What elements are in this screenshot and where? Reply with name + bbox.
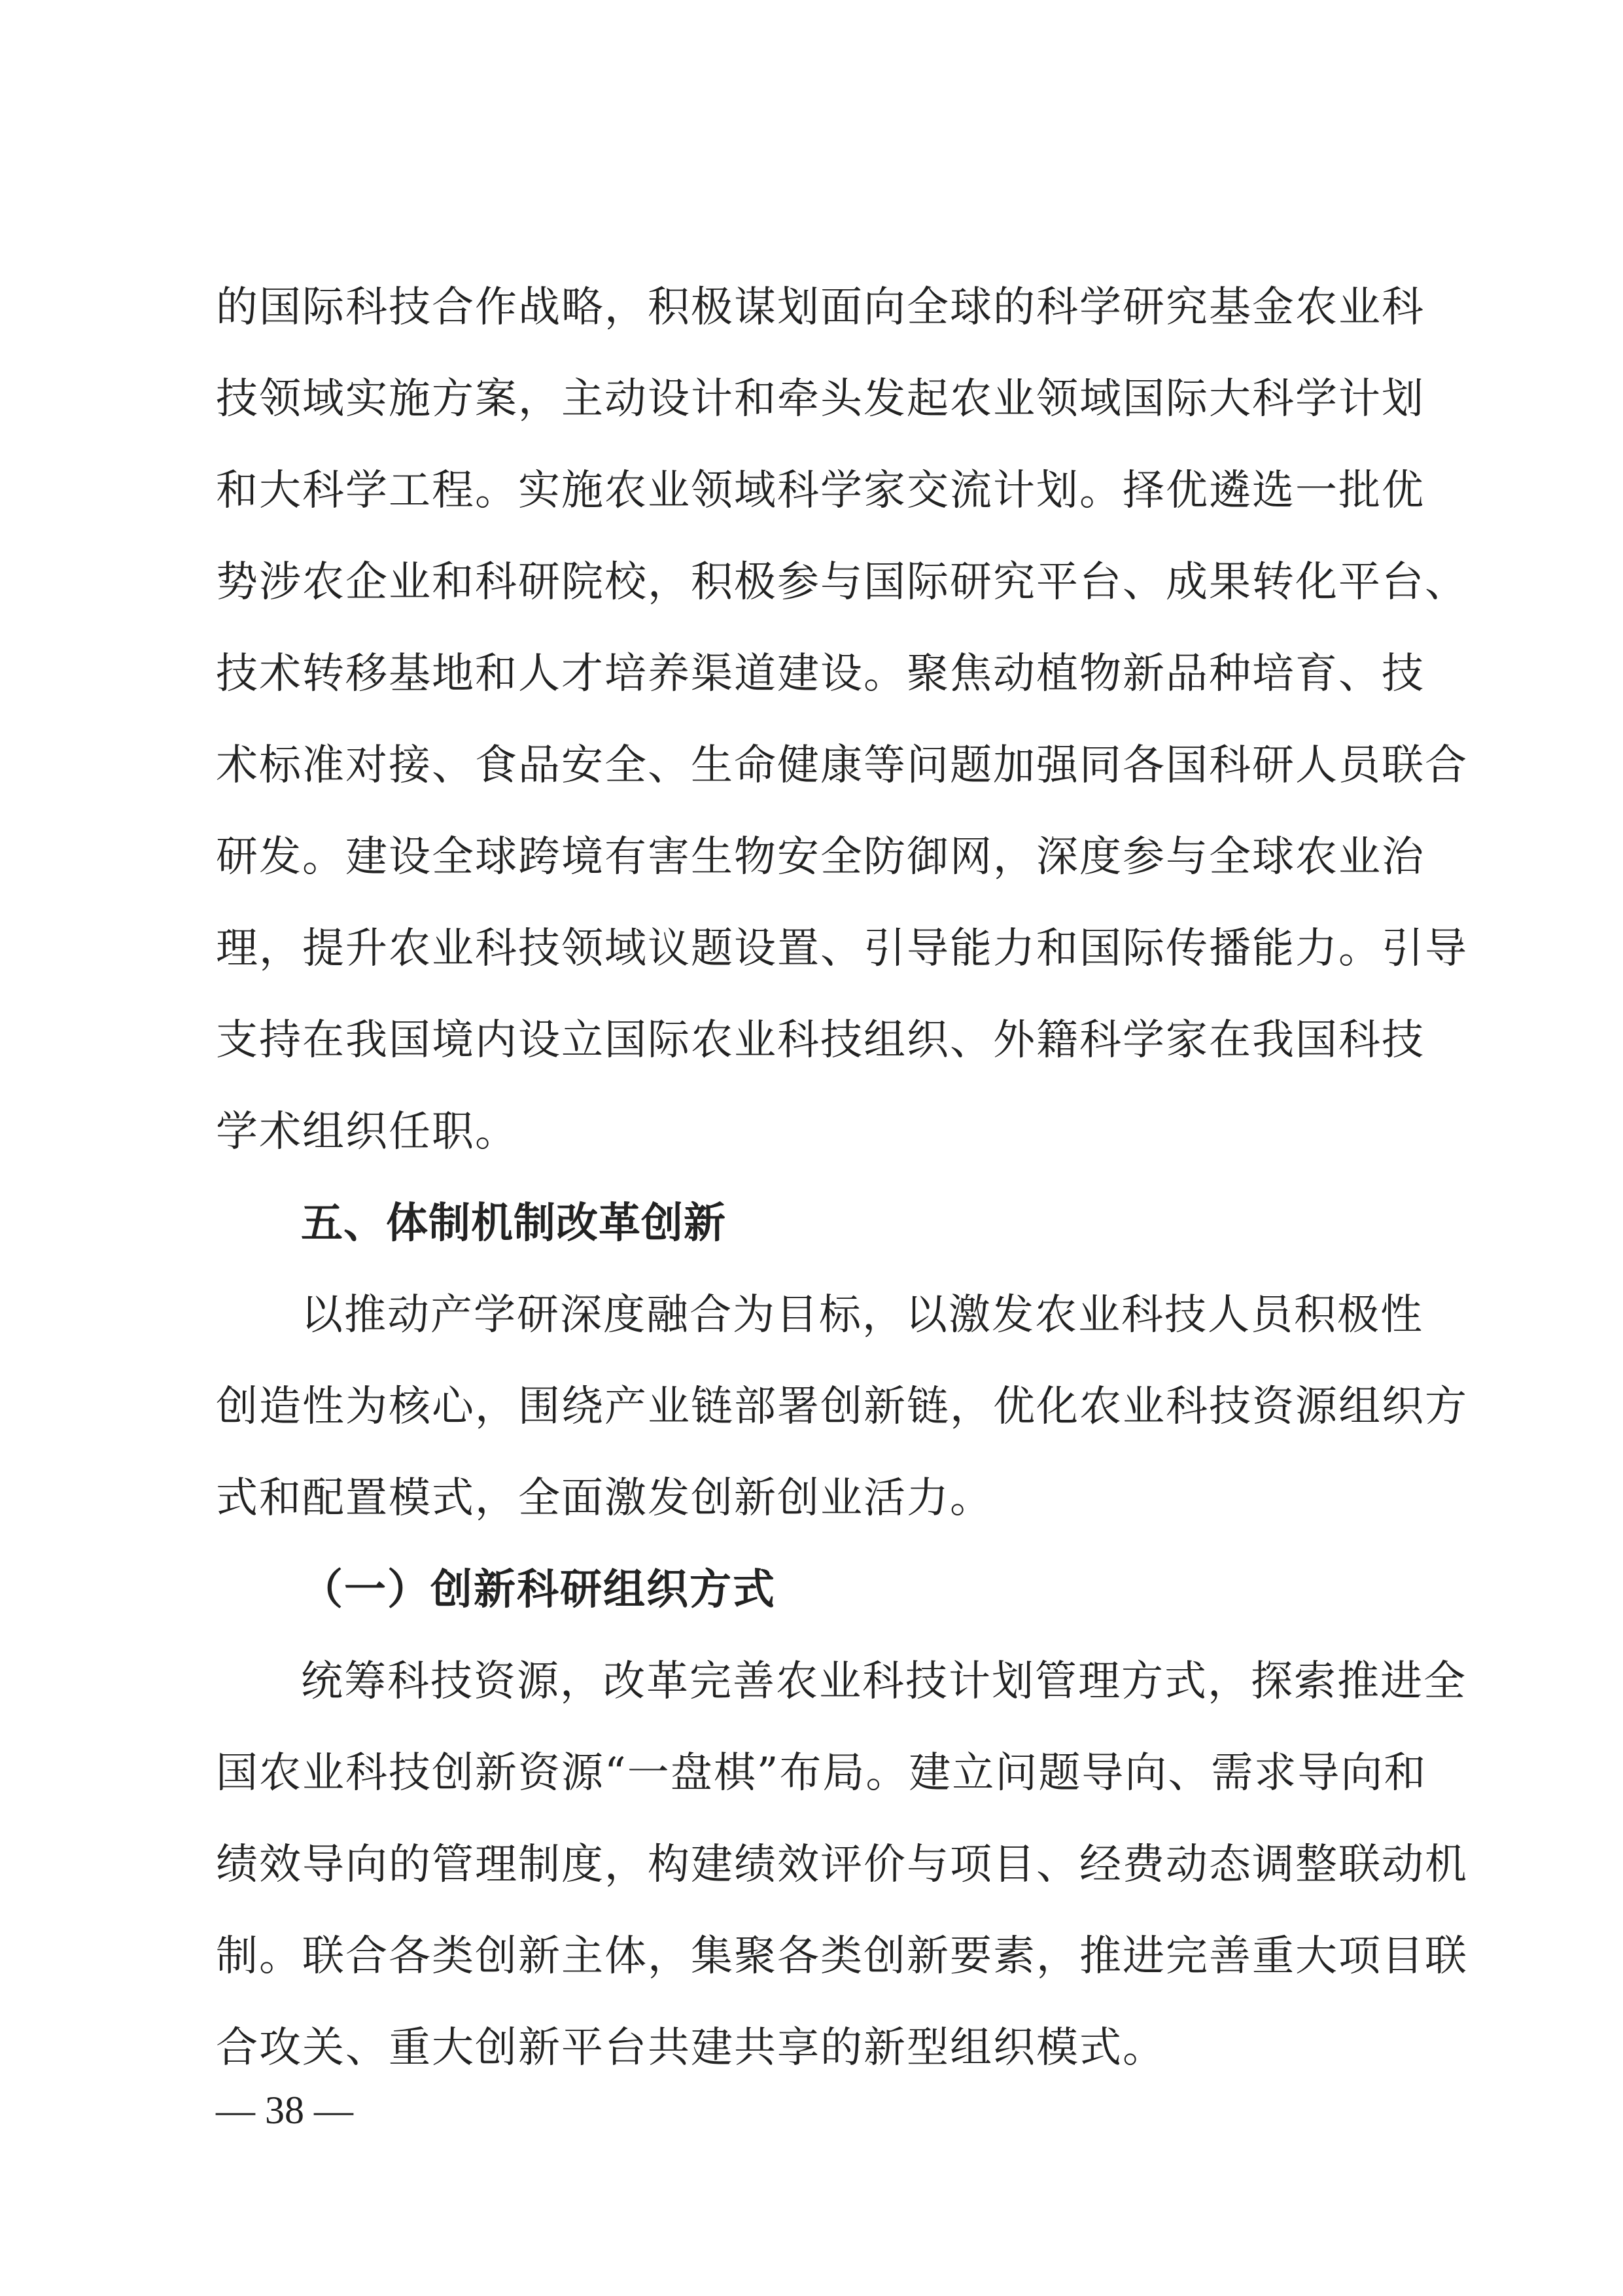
paragraph-line: 统筹科技资源，改革完善农业科技计划管理方式，探索推进全 [301, 1657, 1467, 1706]
paragraph-line: 创造性为核心，围绕产业链部署创新链，优化农业科技资源组织方 [216, 1383, 1468, 1431]
paragraph-line: 技术转移基地和人才培养渠道建设。聚焦动植物新品种培育、技 [216, 650, 1425, 698]
paragraph-line: 学术组织任职。 [216, 1108, 518, 1156]
paragraph-line: 制。联合各类创新主体，集聚各类创新要素，推进完善重大项目联 [216, 1932, 1468, 1981]
paragraph-line: 合攻关、重大创新平台共建共享的新型组织模式。 [216, 2024, 1166, 2072]
paragraph-line: 技领域实施方案，主动设计和牵头发起农业领域国际大科学计划 [216, 375, 1425, 423]
subsection-heading: （一）创新科研组织方式 [301, 1565, 776, 1614]
section-heading: 五、体制机制改革创新 [301, 1199, 726, 1248]
paragraph-line: 研发。建设全球跨境有害生物安全防御网，深度参与全球农业治 [216, 833, 1425, 881]
paragraph-line: 以推动产学研深度融合为目标，以激发农业科技人员积极性 [301, 1291, 1423, 1339]
page-number: — 38 — [216, 2089, 353, 2132]
paragraph-line: 国农业科技创新资源“一盘棋”布局。建立问题导向、需求导向和 [216, 1749, 1427, 1797]
paragraph-line: 的国际科技合作战略，积极谋划面向全球的科学研究基金农业科 [216, 283, 1425, 332]
paragraph-line: 术标准对接、食品安全、生命健康等问题加强同各国科研人员联合 [216, 741, 1468, 790]
paragraph-line: 支持在我国境内设立国际农业科技组织、外籍科学家在我国科技 [216, 1016, 1425, 1065]
paragraph-line: 势涉农企业和科研院校，积极参与国际研究平台、成果转化平台、 [216, 558, 1468, 607]
paragraph-line: 绩效导向的管理制度，构建绩效评价与项目、经费动态调整联动机 [216, 1841, 1468, 1889]
paragraph-line: 和大科学工程。实施农业领域科学家交流计划。择优遴选一批优 [216, 467, 1425, 515]
paragraph-line: 理，提升农业科技领域议题设置、引导能力和国际传播能力。引导 [216, 925, 1468, 973]
paragraph-line: 式和配置模式，全面激发创新创业活力。 [216, 1474, 993, 1523]
